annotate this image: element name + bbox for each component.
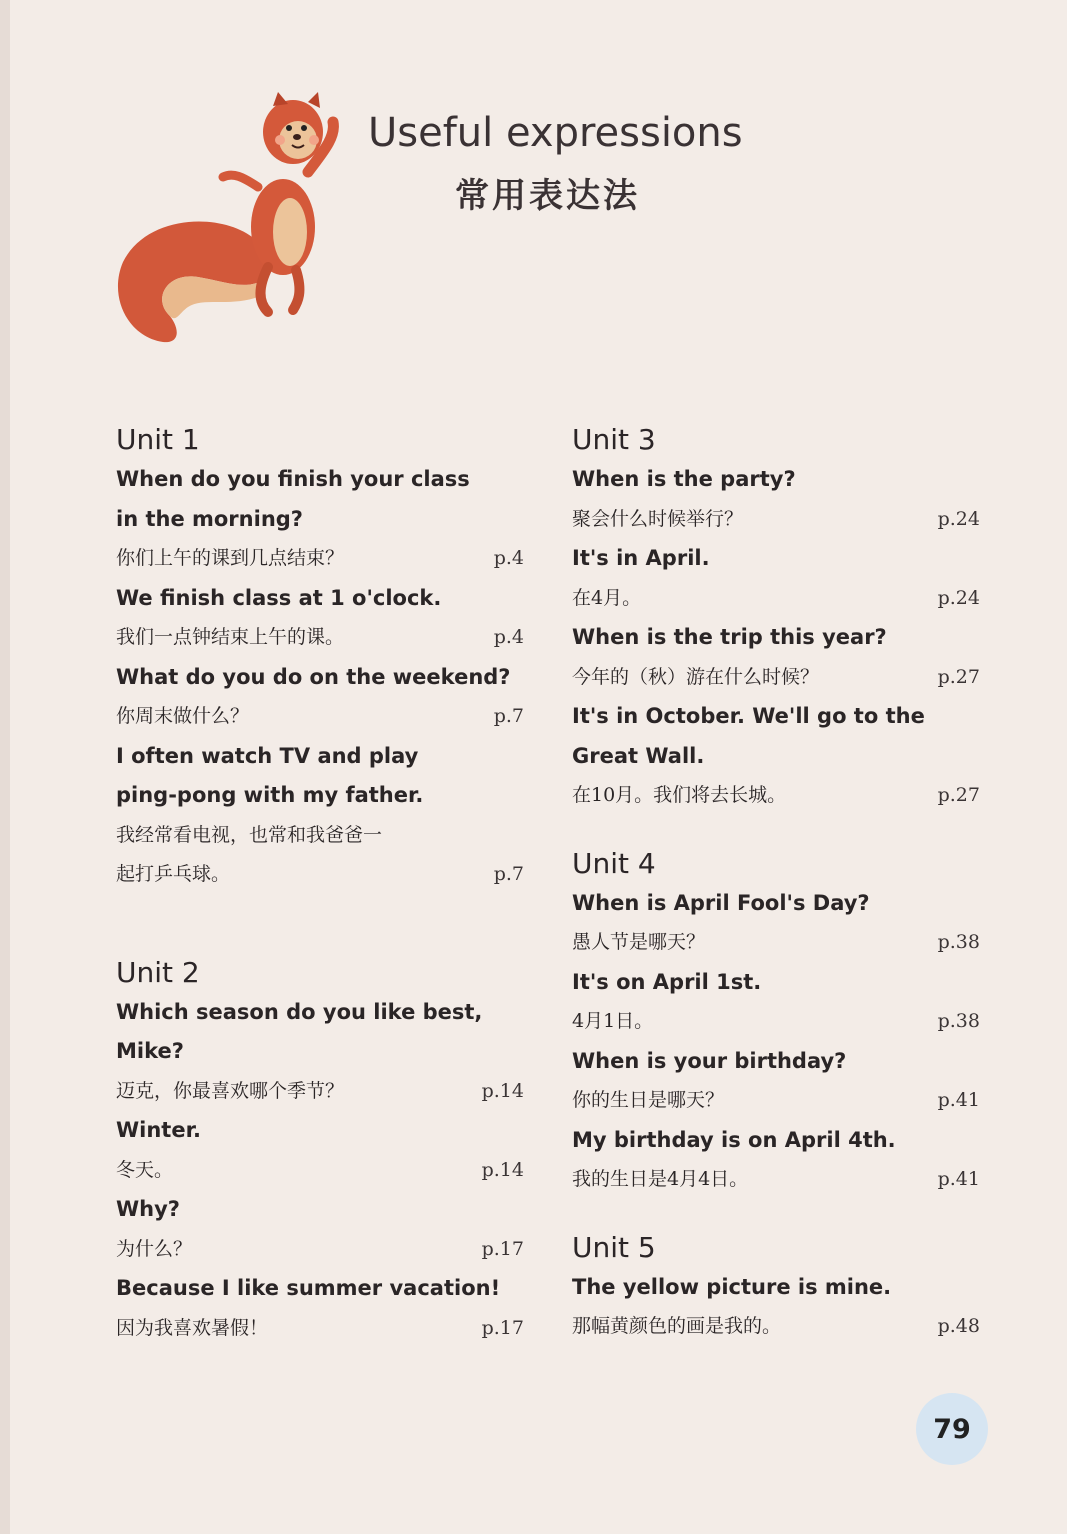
chinese-translation-row bbox=[572, 1307, 992, 1347]
chinese-translation-row bbox=[116, 618, 536, 658]
chinese-translation-row bbox=[572, 1081, 992, 1121]
chinese-translation: 那幅黄颜色的画是我的。 bbox=[572, 1315, 782, 1337]
chinese-translation-row bbox=[572, 500, 992, 540]
unit-title: Unit 4 bbox=[572, 846, 656, 880]
chinese-translation-row bbox=[116, 697, 536, 737]
unit-block bbox=[572, 1228, 992, 1347]
right-column bbox=[572, 420, 992, 1355]
page-reference: p.7 bbox=[493, 863, 524, 885]
page-title-english: Useful expressions bbox=[368, 110, 743, 156]
squirrel-icon bbox=[108, 92, 358, 344]
chinese-translation-row bbox=[116, 539, 536, 579]
english-expression: When is the trip this year? bbox=[572, 625, 887, 649]
chinese-translation: 你的生日是哪天？ bbox=[572, 1089, 725, 1111]
page-reference: p.24 bbox=[937, 507, 980, 530]
chinese-translation-row bbox=[116, 1230, 536, 1270]
chinese-translation: 因为我喜欢暑假！ bbox=[116, 1316, 269, 1339]
english-expression: When is the party? bbox=[572, 467, 796, 491]
english-expression: It's in October. We'll go to the bbox=[572, 704, 925, 728]
chinese-translation: 在10月。我们将去长城。 bbox=[572, 784, 787, 806]
chinese-translation: 我的生日是4月4日。 bbox=[572, 1168, 749, 1190]
english-expression: What do you do on the weekend? bbox=[116, 664, 511, 689]
chinese-translation: 你周末做什么？ bbox=[116, 705, 250, 727]
page-title-chinese: 常用表达法 bbox=[455, 176, 640, 216]
page-reference: p.24 bbox=[937, 586, 980, 609]
page-reference: p.14 bbox=[481, 1079, 524, 1102]
chinese-translation-row bbox=[116, 1309, 536, 1349]
chinese-translation-row bbox=[572, 1160, 992, 1200]
chinese-translation-row bbox=[572, 579, 992, 619]
page-reference: p.41 bbox=[937, 1089, 980, 1111]
chinese-translation: 我们一点钟结束上午的课。 bbox=[116, 626, 345, 648]
page-binding-edge bbox=[0, 0, 10, 1534]
page-reference: p.4 bbox=[493, 547, 524, 569]
english-expression: in the morning? bbox=[116, 506, 303, 531]
chinese-translation-row bbox=[116, 1151, 536, 1191]
chinese-translation: 为什么？ bbox=[116, 1237, 193, 1260]
english-expression: Great Wall. bbox=[572, 743, 705, 768]
page-reference: p.27 bbox=[937, 784, 980, 806]
page-reference: p.38 bbox=[937, 931, 980, 953]
chinese-translation: 在4月。 bbox=[572, 586, 642, 609]
chinese-translation: 我经常看电视，也常和我爸爸一 bbox=[116, 823, 383, 846]
chinese-translation: 迈克，你最喜欢哪个季节？ bbox=[116, 1079, 345, 1102]
unit-block bbox=[572, 420, 992, 816]
english-expression: When is your birthday? bbox=[572, 1048, 847, 1073]
chinese-translation-row bbox=[116, 816, 536, 856]
chinese-translation: 起打乒乓球。 bbox=[116, 863, 231, 885]
page-reference: p.17 bbox=[481, 1316, 524, 1339]
english-expression: My birthday is on April 4th. bbox=[572, 1127, 896, 1152]
english-expression: When is April Fool's Day? bbox=[572, 890, 870, 915]
unit-block bbox=[572, 844, 992, 1200]
chinese-translation-row bbox=[572, 776, 992, 816]
english-expression: We finish class at 1 o'clock. bbox=[116, 585, 442, 610]
chinese-translation-row bbox=[116, 1072, 536, 1112]
page-reference: p.17 bbox=[481, 1237, 524, 1260]
page-reference: p.7 bbox=[493, 705, 524, 727]
english-expression: ping-pong with my father. bbox=[116, 783, 424, 807]
english-expression: It's in April. bbox=[572, 546, 710, 570]
chinese-translation: 4月1日。 bbox=[572, 1010, 654, 1032]
page-reference: p.27 bbox=[937, 665, 980, 688]
page-reference: p.38 bbox=[937, 1010, 980, 1032]
english-expression: Because I like summer vacation! bbox=[116, 1276, 501, 1300]
unit-block bbox=[116, 953, 536, 1349]
chinese-translation: 愚人节是哪天？ bbox=[572, 931, 706, 953]
chinese-translation: 今年的（秋）游在什么时候？ bbox=[572, 665, 820, 688]
unit-block bbox=[116, 420, 536, 895]
page-reference: p.4 bbox=[493, 626, 524, 648]
chinese-translation: 你们上午的课到几点结束？ bbox=[116, 547, 345, 569]
english-expression: Why? bbox=[116, 1197, 180, 1221]
page-reference: p.14 bbox=[481, 1158, 524, 1181]
english-expression: I often watch TV and play bbox=[116, 743, 419, 768]
unit-title: Unit 2 bbox=[116, 955, 200, 989]
unit-title: Unit 3 bbox=[572, 423, 656, 456]
english-expression: Winter. bbox=[116, 1118, 201, 1142]
chinese-translation-row bbox=[116, 855, 536, 895]
page-reference: p.48 bbox=[937, 1315, 980, 1337]
page-number-badge: 79 bbox=[916, 1393, 988, 1465]
english-expression: When do you finish your class bbox=[116, 467, 470, 491]
chinese-translation-row bbox=[572, 923, 992, 963]
chinese-translation: 冬天。 bbox=[116, 1158, 174, 1181]
english-expression: It's on April 1st. bbox=[572, 969, 762, 994]
chinese-translation-row bbox=[572, 658, 992, 698]
english-expression: The yellow picture is mine. bbox=[572, 1274, 892, 1299]
chinese-translation: 聚会什么时候举行？ bbox=[572, 507, 744, 530]
unit-title: Unit 1 bbox=[116, 423, 200, 456]
page-reference: p.41 bbox=[937, 1168, 980, 1190]
english-expression: Mike? bbox=[116, 1039, 184, 1063]
unit-title: Unit 5 bbox=[572, 1230, 656, 1264]
left-column bbox=[116, 420, 536, 1356]
english-expression: Which season do you like best, bbox=[116, 999, 483, 1024]
chinese-translation-row bbox=[572, 1002, 992, 1042]
